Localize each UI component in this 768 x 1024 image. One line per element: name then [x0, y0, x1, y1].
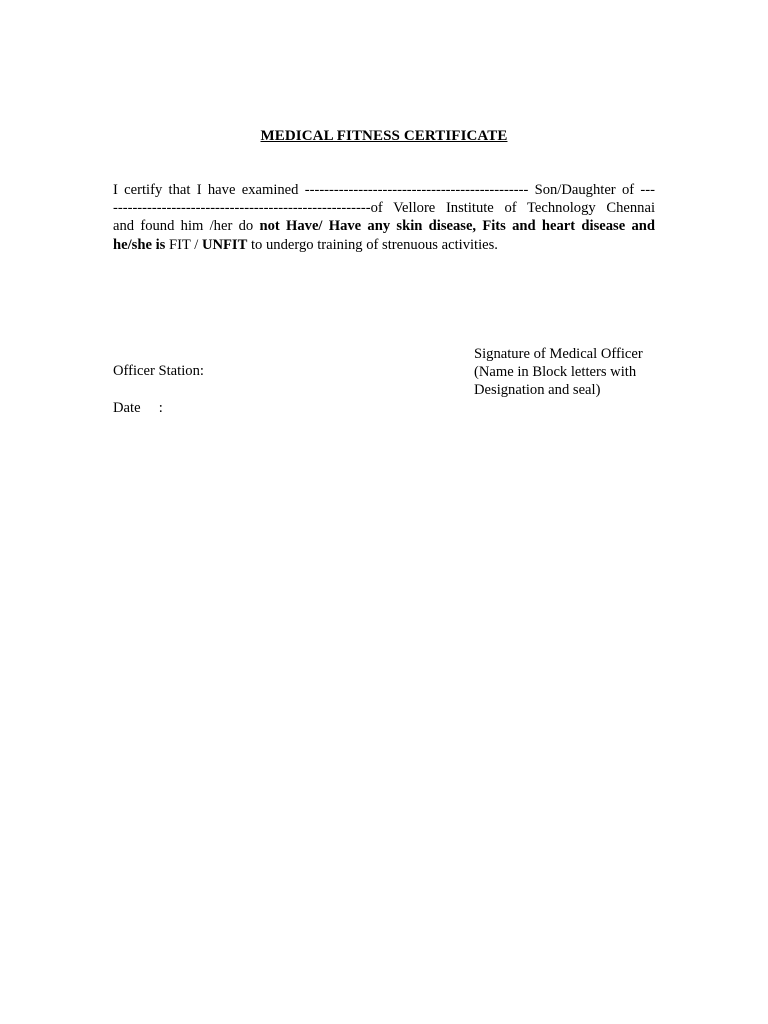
paragraph-line-1: I certify that I have examined ---------------------------------------------- Son/Daughter of ---: [113, 182, 655, 198]
paragraph-line-4-bold-b: UNFIT: [201, 236, 248, 253]
paragraph-line-3-normal: and found him /her do: [113, 218, 260, 235]
signature-line-1: Signature of Medical Officer: [474, 346, 643, 362]
paragraph-line-4-bold-a: he/she is: [113, 236, 169, 253]
signature-line-2: (Name in Block letters with: [474, 364, 637, 381]
signature-block: [474, 345, 643, 400]
date-label: Date :: [113, 400, 163, 416]
paragraph-line-2: -----------------------------------------------------of Vellore Institute of Technology Chennai: [113, 200, 655, 217]
paragraph-line-3-bold: not Have/ Have any skin disease, Fits and heart disease and: [259, 218, 655, 235]
signature-line-3: Designation and seal): [474, 382, 601, 399]
paragraph-line-4: [113, 236, 655, 254]
paragraph-line-4-normal-a: FIT /: [168, 236, 202, 253]
paragraph-line-3: [113, 217, 655, 235]
officer-station-label: Officer Station:: [113, 363, 204, 379]
certificate-title: MEDICAL FITNESS CERTIFICATE: [260, 128, 508, 144]
certification-paragraph: [113, 181, 655, 254]
paragraph-line-4-normal-b: to undergo training of strenuous activities.: [247, 236, 498, 253]
